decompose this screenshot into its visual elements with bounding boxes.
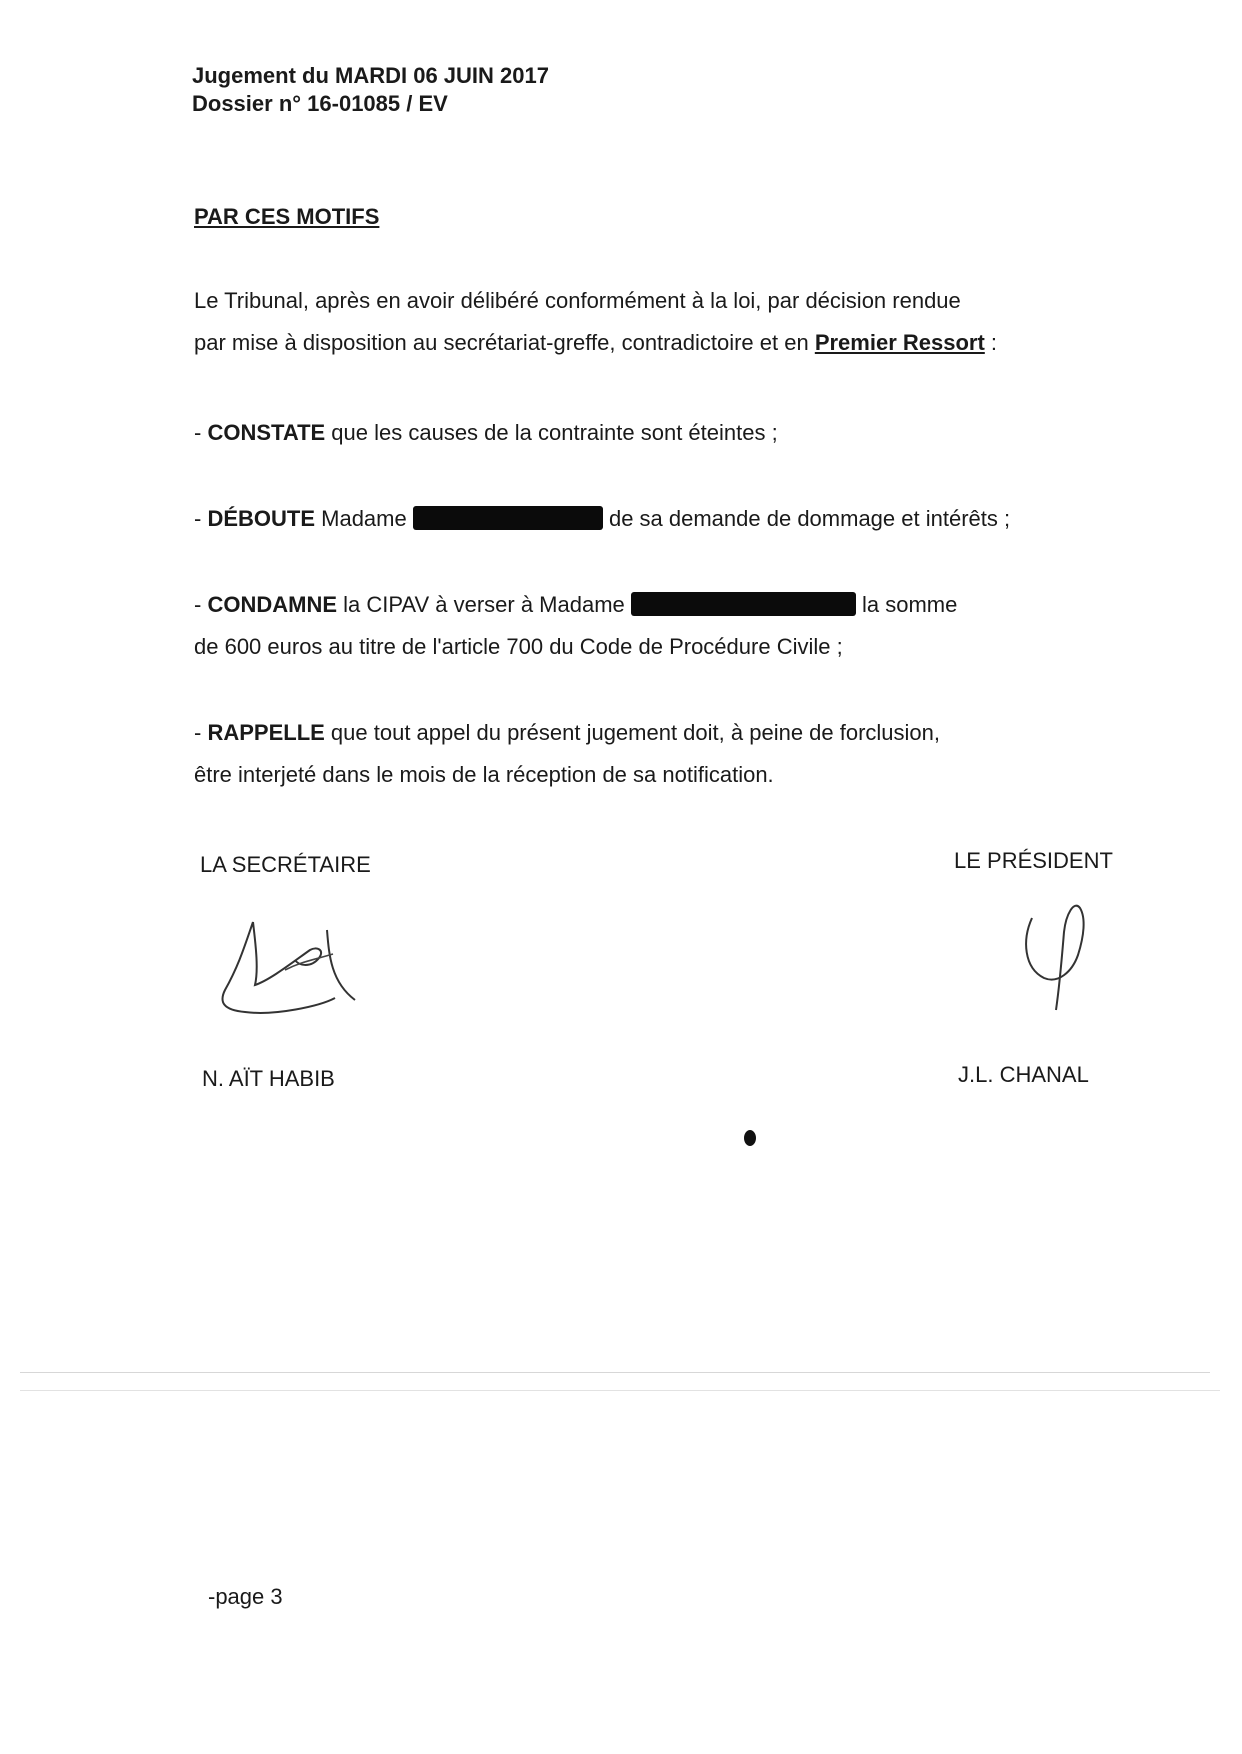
verb-rappelle: RAPPELLE xyxy=(207,720,325,745)
premier-ressort: Premier Ressort xyxy=(814,330,985,355)
page-number: -page 3 xyxy=(208,1584,283,1609)
intro-paragraph xyxy=(194,280,1136,364)
verb-condamne: CONDAMNE xyxy=(207,592,338,617)
judgment-date: Jugement du MARDI 06 JUIN 2017 xyxy=(192,63,549,88)
verb-deboute: DÉBOUTE xyxy=(207,506,316,531)
president-signature xyxy=(1010,900,1120,1020)
item-rappelle: - RAPPELLE que tout appel du présent jugement doit, à peine de forclusion, être interjeté dans le mois de la réception de sa notification. xyxy=(194,720,941,787)
redacted-name xyxy=(631,592,856,616)
separator-line xyxy=(20,1390,1220,1391)
president-name: J.L. CHANAL xyxy=(958,1062,1089,1087)
redacted-name xyxy=(413,506,603,530)
separator-line xyxy=(20,1372,1210,1373)
president-title: LE PRÉSIDENT xyxy=(954,848,1113,873)
secretary-name: N. AÏT HABIB xyxy=(202,1066,335,1091)
verb-constate: CONSTATE xyxy=(207,420,326,445)
intro-line1: Le Tribunal, après en avoir délibéré conformément à la loi, par décision rendue xyxy=(194,288,961,313)
judgment-header xyxy=(192,62,549,118)
item-condamne: - CONDAMNE la CIPAV à verser à Madame la somme de 600 euros au titre de l'article 700 du Code de Procédure Civile ; xyxy=(194,592,958,659)
section-title: PAR CES MOTIFS xyxy=(194,204,380,229)
item-deboute: - DÉBOUTE Madame de sa demande de dommage et intérêts ; xyxy=(194,506,1011,531)
ink-dot xyxy=(744,1130,756,1146)
item-constate: - CONSTATE que les causes de la contrainte sont éteintes ; xyxy=(194,420,778,445)
secretary-title: LA SECRÉTAIRE xyxy=(200,852,371,877)
secretary-signature xyxy=(215,910,375,1020)
file-number: Dossier n° 16-01085 / EV xyxy=(192,91,448,116)
intro-line2: par mise à disposition au secrétariat-greffe, contradictoire et en Premier Ressort : xyxy=(194,330,998,355)
